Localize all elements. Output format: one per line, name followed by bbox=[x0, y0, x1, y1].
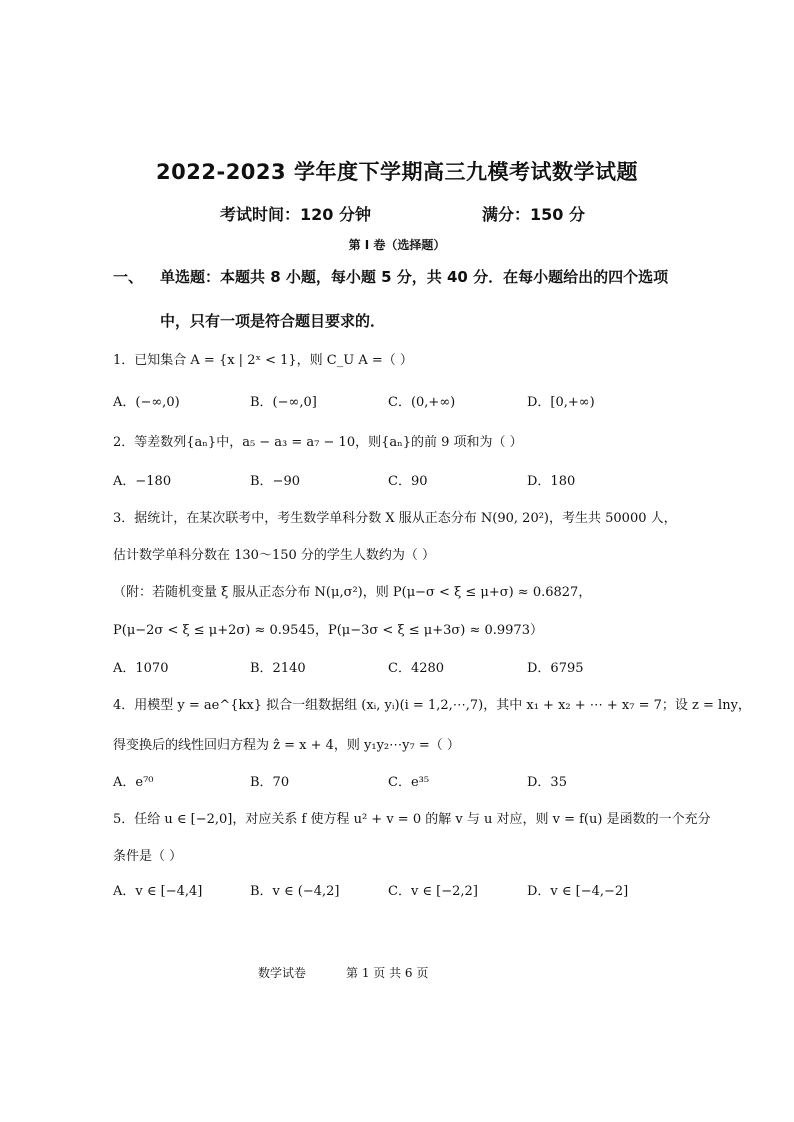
question-3-option-a: A．1070 bbox=[113, 661, 169, 676]
question-2-option-d: D．180 bbox=[527, 474, 576, 489]
question-1-option-a: A．(−∞,0) bbox=[113, 395, 180, 410]
exam-title: 2022-2023 学年度下学期高三九模考试数学试题 bbox=[156, 160, 638, 184]
question-3-option-c: C．4280 bbox=[388, 661, 445, 676]
question-4-stem-line2: 得变换后的线性回归方程为 ẑ = x + 4，则 y₁y₂⋯y₇ =（ ） bbox=[113, 738, 460, 753]
exam-time: 考试时间：120 分钟 bbox=[220, 205, 371, 224]
question-5-option-d: D．v ∈ [−4,−2] bbox=[527, 884, 629, 899]
question-4-option-b: B．70 bbox=[250, 775, 290, 790]
question-4-option-c: C．e³⁵ bbox=[388, 775, 430, 790]
full-score: 满分：150 分 bbox=[482, 205, 585, 224]
question-4-stem-line1: 4．用模型 y = ae^{kx} 拟合一组数据组 (xᵢ, yᵢ)(i = 1,2,⋯,7)，其中 x₁ + x₂ + ⋯ + x₇ = 7；设 z = lny， bbox=[113, 698, 751, 713]
question-3-stem-line2: 估计数学单科分数在 130～150 分的学生人数约为（ ） bbox=[113, 548, 436, 563]
question-1-stem: 1．已知集合 A = {x | 2ˣ < 1}，则 C_U A =（ ） bbox=[113, 353, 413, 368]
question-1-option-c: C．(0,+∞) bbox=[388, 395, 456, 410]
volume-heading: 第 I 卷（选择题） bbox=[348, 238, 446, 252]
question-5-stem-line2: 条件是（ ） bbox=[113, 849, 183, 864]
question-3-stem-line1: 3．据统计，在某次联考中，考生数学单科分数 X 服从正态分布 N(90, 20²)，考生共 50000 人， bbox=[113, 511, 677, 526]
question-5-stem-line1: 5．任给 u ∈ [−2,0]，对应关系 f 使方程 u² + v = 0 的解 v 与 u 对应，则 v = f(u) 是函数的一个充分 bbox=[113, 812, 711, 827]
section-instructions-line1: 单选题：本题共 8 小题，每小题 5 分，共 40 分．在每小题给出的四个选项 bbox=[160, 268, 669, 286]
question-3-option-d: D．6795 bbox=[527, 661, 584, 676]
question-1-option-d: D．[0,+∞) bbox=[527, 395, 595, 410]
question-2-option-a: A．−180 bbox=[113, 474, 172, 489]
question-4-option-a: A．e⁷⁰ bbox=[113, 775, 154, 790]
question-5-option-a: A．v ∈ [−4,4] bbox=[113, 884, 203, 899]
question-3-note-line1: （附：若随机变量 ξ 服从正态分布 N(μ,σ²)，则 P(μ−σ < ξ ≤ μ+σ) ≈ 0.6827， bbox=[113, 585, 592, 600]
footer-page-number: 第 1 页 共 6 页 bbox=[346, 966, 429, 980]
question-2-option-b: B．−90 bbox=[250, 474, 300, 489]
question-2-option-c: C．90 bbox=[388, 474, 428, 489]
question-2-stem: 2．等差数列{aₙ}中，a₅ − a₃ = a₇ − 10，则{aₙ}的前 9 项和为（ ） bbox=[113, 435, 523, 450]
question-5-option-c: C．v ∈ [−2,2] bbox=[388, 884, 478, 899]
question-1-option-b: B．(−∞,0] bbox=[250, 395, 317, 410]
section-instructions-line2: 中，只有一项是符合题目要求的． bbox=[160, 312, 386, 330]
footer-subject: 数学试卷 bbox=[258, 966, 307, 980]
section-number: 一、 bbox=[113, 268, 144, 286]
question-4-option-d: D．35 bbox=[527, 775, 567, 790]
question-3-option-b: B．2140 bbox=[250, 661, 306, 676]
question-5-option-b: B．v ∈ (−4,2] bbox=[250, 884, 340, 899]
question-3-note-line2: P(μ−2σ < ξ ≤ μ+2σ) ≈ 0.9545，P(μ−3σ < ξ ≤ μ+3σ) ≈ 0.9973） bbox=[113, 623, 543, 638]
